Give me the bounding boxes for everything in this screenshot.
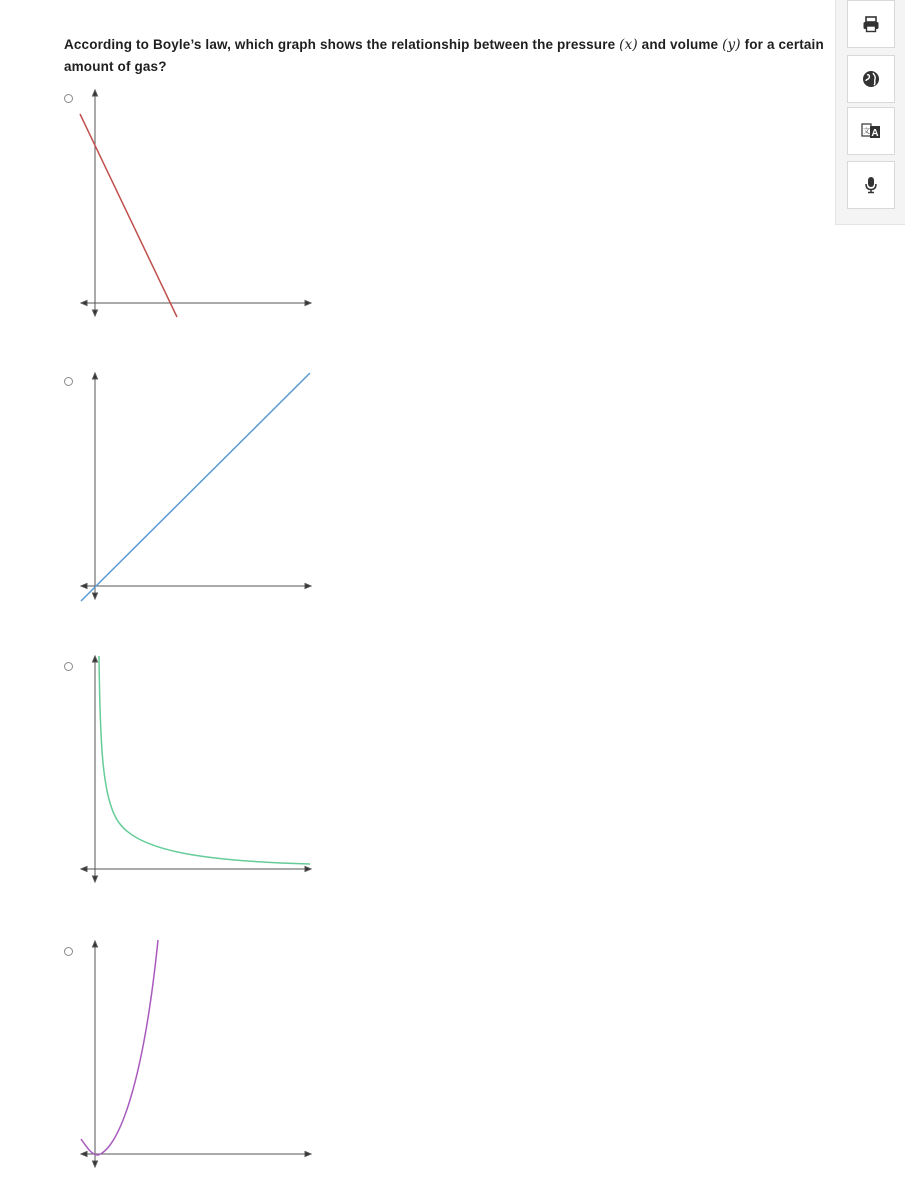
translate-button[interactable] bbox=[847, 107, 895, 155]
print-icon bbox=[862, 15, 880, 33]
option-1-radio[interactable] bbox=[64, 94, 73, 103]
globe-icon bbox=[862, 70, 880, 88]
x-axis-arrow-right bbox=[305, 1152, 311, 1157]
option-3-graph[interactable] bbox=[78, 652, 318, 884]
question-part-1: According to Boyle’s law, which graph shows the relationship between the pressure bbox=[64, 37, 620, 52]
x-axis-arrow-right bbox=[305, 867, 311, 872]
microphone-button[interactable] bbox=[847, 161, 895, 209]
option-4-graph[interactable] bbox=[78, 937, 318, 1169]
question-part-2: and volume bbox=[637, 37, 723, 52]
x-axis-arrow-left bbox=[81, 584, 87, 589]
y-axis-arrow-up bbox=[93, 90, 98, 96]
y-axis-arrow-down bbox=[93, 310, 98, 316]
svg-text:A: A bbox=[871, 128, 879, 139]
question-text bbox=[64, 34, 834, 78]
print-button[interactable] bbox=[847, 0, 895, 48]
microphone-icon bbox=[863, 176, 879, 194]
x-axis-arrow-right bbox=[305, 301, 311, 306]
option-1-axes bbox=[81, 90, 311, 316]
option-2-radio[interactable] bbox=[64, 377, 73, 386]
translate-icon bbox=[861, 122, 881, 140]
option-3-axes bbox=[81, 656, 311, 882]
question-part-3: for a certain amount of gas? bbox=[64, 37, 824, 74]
option-2-graph[interactable] bbox=[78, 369, 318, 601]
svg-text:文: 文 bbox=[863, 128, 870, 135]
accessibility-toolbar bbox=[835, 0, 905, 225]
option-3-curve bbox=[99, 656, 310, 864]
x-axis-arrow-left bbox=[81, 1152, 87, 1157]
option-2-curve bbox=[81, 373, 310, 601]
option-4-curve bbox=[81, 940, 158, 1155]
x-symbol: (x) bbox=[619, 37, 638, 53]
x-axis-arrow-left bbox=[81, 867, 87, 872]
globe-button[interactable] bbox=[847, 55, 895, 103]
y-axis-arrow-down bbox=[93, 1161, 98, 1167]
y-symbol: (y) bbox=[722, 37, 741, 53]
option-3-radio[interactable] bbox=[64, 662, 73, 671]
option-4-radio[interactable] bbox=[64, 947, 73, 956]
option-4-axes bbox=[81, 941, 311, 1167]
y-axis-arrow-up bbox=[93, 941, 98, 947]
y-axis-arrow-down bbox=[93, 876, 98, 882]
y-axis-arrow-down bbox=[93, 593, 98, 599]
x-axis-arrow-left bbox=[81, 301, 87, 306]
option-1-graph[interactable] bbox=[78, 86, 318, 318]
y-axis-arrow-up bbox=[93, 656, 98, 662]
x-axis-arrow-right bbox=[305, 584, 311, 589]
y-axis-arrow-up bbox=[93, 373, 98, 379]
